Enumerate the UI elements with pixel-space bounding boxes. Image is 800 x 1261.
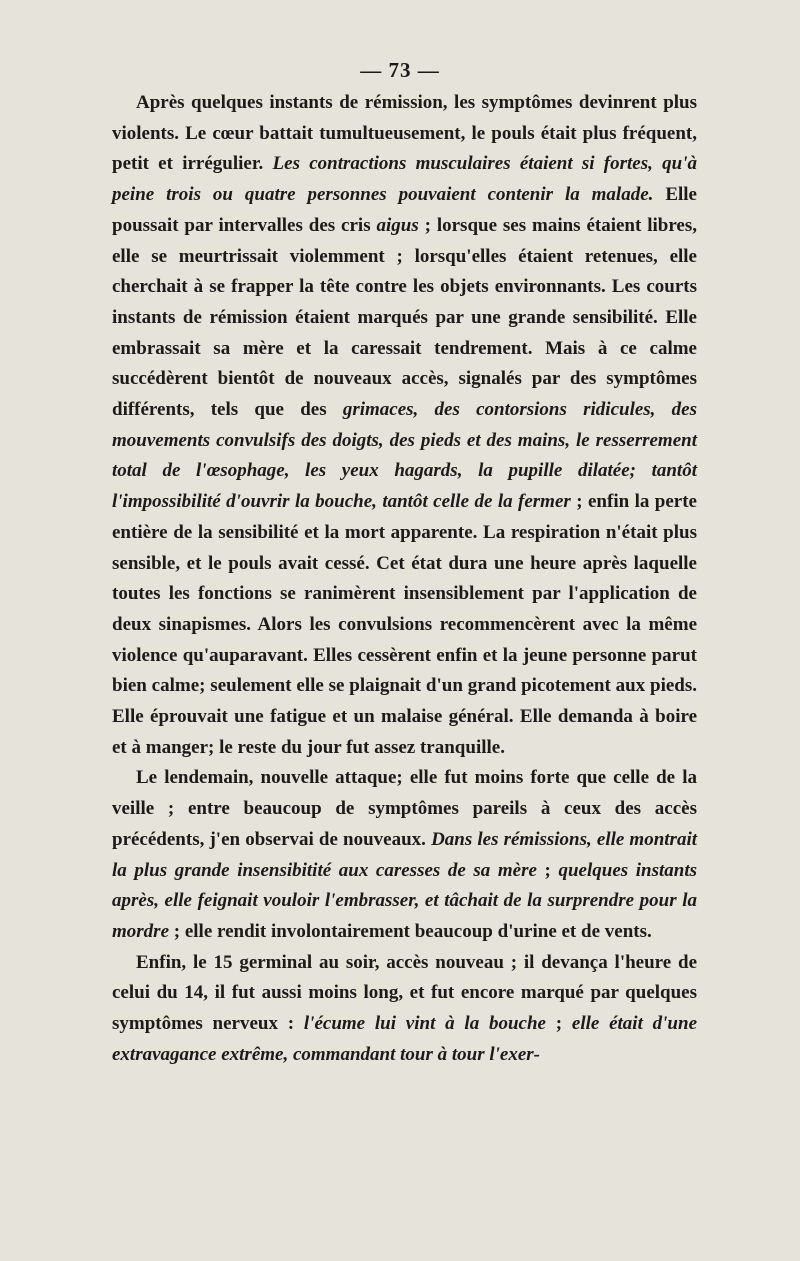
text-segment: ; enfin la perte entière de la sensibilité et la mort apparente. La respiration n'était plus sensible, et le pouls avait cessé. Cet état dura une heure après laquelle toutes les fonctions se ranimèrent insensiblement par l'application de deux sinapismes. Alors les convulsions recommencèrent avec la même violence qu'auparavant. Elles cessèrent enfin et la jeune personne parut bien calme; seulement elle se plaignait d'un grand picotement aux pieds. Elle éprouvait une fatigue et un malaise général. Elle demanda à boire et à manger; le reste du jour fut assez tranquille. [112,491,697,758]
italic-text-segment: l'écume lui vint à la bouche [303,1013,546,1035]
italic-text-segment: elle était d'une extravagance extrême, commandant tour à tour l'exer- [112,1013,697,1065]
italic-text-segment: aigus [376,214,419,236]
paragraph-3 [112,948,697,1071]
italic-text-segment: grimaces, des contorsions ridicules, des mouvements convulsifs des doigts, des pieds et des mains, le resserrement total de l'œsophage, les yeux hagards, la pupille dilatée; tantôt l'impossibilité d'ouvrir la bouche, tantôt celle de la fermer [112,399,697,513]
italic-text-segment: Les contractions musculaires étaient si fortes, qu'à peine trois ou quatre personnes pouvaient contenir la malade. [112,153,697,206]
text-segment: ; [536,859,559,881]
page-number: — 73 — [360,58,440,82]
text-segment: Elle poussait par intervalles des cris [112,184,697,236]
paragraph-2 [112,763,697,947]
text-segment: ; lorsque ses mains étaient libres, elle se meurtrissait violemment ; lorsqu'elles étaient retenues, elle cherchait à se frapper la tête contre les objets environnants. Les courts instants de rémission étaient marqués par une grande sensibilité. Elle embrassait sa mère et la caressait tendrement. Mais à ce calme succédèrent bientôt de nouveaux accès, signalés par des symptômes différents, tels que des [112,214,697,421]
text-segment: Après quelques instants de rémission, les symptômes devinrent plus violents. Le cœur battait tumultueusement, le pouls était plus fréquent, petit et irrégulier. [112,92,697,175]
body-text [112,88,697,1071]
text-segment: ; elle rendit involontairement beaucoup d'urine et de vents. [169,920,652,942]
text-segment: ; [545,1013,572,1035]
paragraph-1 [112,88,697,763]
italic-text-segment: quelques instants après, elle feignait vouloir l'embrasser, et tâchait de la surprendre pour la mordre [112,859,698,942]
text-segment: Le lendemain, nouvelle attaque; elle fut moins forte que celle de la veille ; entre beaucoup de symptômes pareils à ceux des accès précédents, j'en observai de nouveaux. [112,767,697,850]
italic-text-segment: Dans les rémissions, elle montrait la plus grande insensibitité aux caresses de sa mère [112,828,698,881]
text-segment: Enfin, le 15 germinal au soir, accès nouveau ; il devança l'heure de celui du 14, il fut aussi moins long, et fut encore marqué par quelques symptômes nerveux : [112,951,697,1035]
